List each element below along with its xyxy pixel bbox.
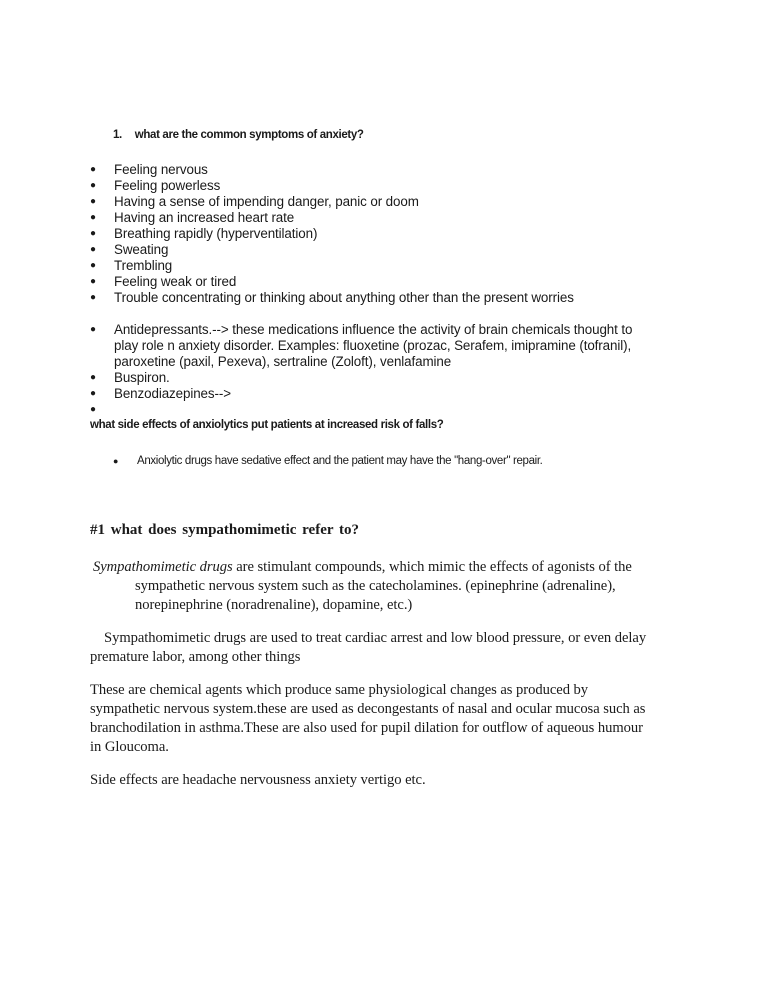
list-item: ● Trembling xyxy=(90,258,173,273)
question-1-number: 1. xyxy=(113,129,122,141)
paragraph-2: Sympathomimetic drugs are used to treat cardiac arrest and low blood pressure, or even delay premature labor, among other things xyxy=(90,630,647,665)
question-1-text: what are the common symptoms of anxiety? xyxy=(134,129,364,141)
bullet-icon: ● xyxy=(90,404,96,415)
question-2-heading: what side effects of anxiolytics put patients at increased risk of falls? xyxy=(90,419,444,431)
bullet-icon: ● xyxy=(90,212,96,223)
section-3-heading: #1 what does sympathomimetic refer to? xyxy=(90,522,359,538)
bullet-icon: ● xyxy=(90,324,96,335)
paragraph-3: These are chemical agents which produce same physiological changes as produced by sympathetic nervous system.these are used as decongestants of nasal and ocular mucosa such as branchodilation in asthma.These are also used for pupil dilation for outflow of aqueous humour in Gloucoma. xyxy=(90,682,646,755)
paragraph-1: Sympathomimetic drugs are stimulant compounds, which mimic the effects of agonists of the sympathetic nervous system such as the catecholamines. (epinephrine (adrenaline), norepinephrine (noradrenaline), dopamine, etc.) xyxy=(93,559,632,613)
answer-2 xyxy=(113,455,543,467)
answer-2-text: Anxiolytic drugs have sedative effect and the patient may have the "hang-over" repair. xyxy=(137,455,543,467)
list-item: ● Having an increased heart rate xyxy=(90,210,295,225)
bullet-icon: ● xyxy=(90,164,96,175)
list-item: ● Sweating xyxy=(90,242,169,257)
bullet-icon: ● xyxy=(90,372,96,383)
list-item: ● Feeling nervous xyxy=(90,162,208,177)
bullet-icon: ● xyxy=(90,276,96,287)
bullet-icon: ● xyxy=(90,180,96,191)
list-item: ● Having a sense of impending danger, panic or doom xyxy=(90,194,419,209)
bullet-icon: ● xyxy=(90,228,96,239)
bullet-icon: ● xyxy=(113,456,119,466)
list-item: ● Buspiron. xyxy=(90,370,170,385)
list-item: ● Trouble concentrating or thinking about anything other than the present worries xyxy=(90,290,574,305)
list-item: ● Antidepressants.--> these medications influence the activity of brain chemicals thought to play role n anxiety disorder. Examples: fluoxetine (prozac, Serafem, imipramine (tofranil), paroxetine (paxil, Pexeva), sertraline (Zoloft), venlafamine xyxy=(90,322,633,369)
paragraph-4: Side effects are headache nervousness anxiety vertigo etc. xyxy=(90,772,426,788)
question-1-heading xyxy=(113,129,364,141)
bullet-icon: ● xyxy=(90,196,96,207)
bullet-icon: ● xyxy=(90,260,96,271)
list-item: ● Feeling weak or tired xyxy=(90,274,237,289)
list-item: ● Breathing rapidly (hyperventilation) xyxy=(90,226,318,241)
list-item: ● Benzodiazepines--> xyxy=(90,386,231,401)
treatments-list xyxy=(90,322,633,415)
bullet-icon: ● xyxy=(90,292,96,303)
term-sympathomimetic: Sympathomimetic drugs xyxy=(93,559,233,575)
symptoms-list xyxy=(90,162,574,306)
bullet-icon: ● xyxy=(90,388,96,399)
list-item: ● Feeling powerless xyxy=(90,178,221,193)
bullet-icon: ● xyxy=(90,244,96,255)
